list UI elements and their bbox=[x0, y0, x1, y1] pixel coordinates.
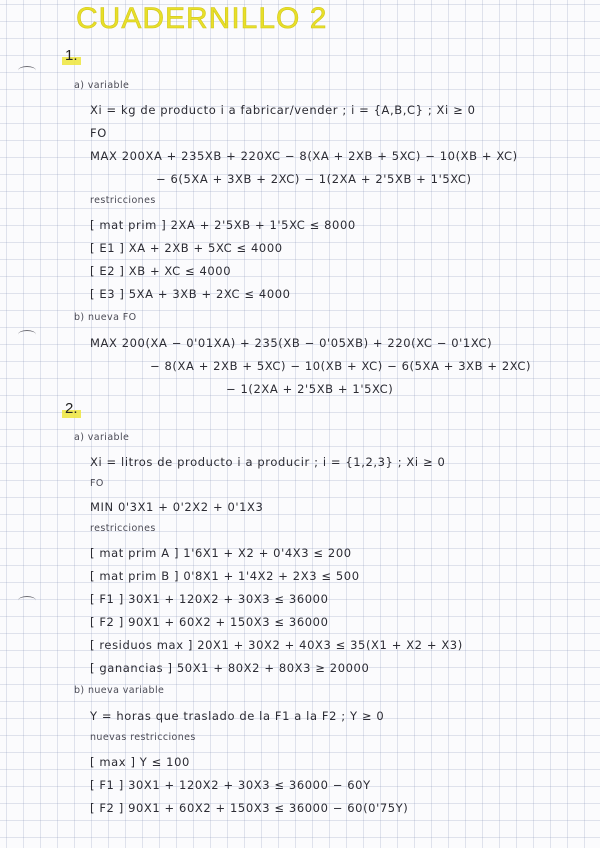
section-2-line-new-restrictions-label: nuevas restricciones bbox=[90, 732, 196, 743]
section-2-line-new-restriction-f2: [ F2 ] 90X1 + 60X2 + 150X3 ≤ 36000 − 60(0'75Y) bbox=[90, 801, 409, 815]
section-2-line-variable-def: Xi = litros de producto i a producir ; i = {1,2,3} ; Xi ≥ 0 bbox=[90, 455, 446, 469]
section-1-line-new-objective-2: − 8(XA + 2XB + 5XC) − 10(XB + XC) − 6(5XA + 3XB + 2XC) bbox=[150, 359, 532, 373]
section-2-line-restriction-residuos: [ residuos max ] 20X1 + 30X2 + 40X3 ≤ 35(X1 + X2 + X3) bbox=[90, 638, 463, 652]
punch-hole-mark bbox=[18, 330, 36, 339]
section-1-line-b-heading: b) nueva FO bbox=[74, 312, 137, 323]
section-number-1: 1. bbox=[62, 47, 81, 65]
section-2-line-restriction-mat-a: [ mat prim A ] 1'6X1 + X2 + 0'4X3 ≤ 200 bbox=[90, 546, 352, 560]
punch-hole-mark bbox=[18, 66, 36, 75]
section-2-line-restriction-f2: [ F2 ] 90X1 + 60X2 + 150X3 ≤ 36000 bbox=[90, 615, 329, 629]
section-1-line-objective-2: − 6(5XA + 3XB + 2XC) − 1(2XA + 2'5XB + 1'5XC) bbox=[156, 172, 472, 186]
section-1-line-new-objective-3: − 1(2XA + 2'5XB + 1'5XC) bbox=[226, 382, 394, 396]
punch-hole-mark bbox=[18, 596, 36, 605]
section-1-line-objective-1: MAX 200XA + 235XB + 220XC − 8(XA + 2XB + 5XC) − 10(XB + XC) bbox=[90, 149, 518, 163]
section-1-line-restriction-mat: [ mat prim ] 2XA + 2'5XB + 1'5XC ≤ 8000 bbox=[90, 218, 356, 232]
section-2-line-new-restriction-f1: [ F1 ] 30X1 + 120X2 + 30X3 ≤ 36000 − 60Y bbox=[90, 778, 371, 792]
section-1-line-a-heading: a) variable bbox=[74, 80, 130, 91]
section-1-line-variable-def: Xi = kg de producto i a fabricar/vender ; i = {A,B,C} ; Xi ≥ 0 bbox=[90, 103, 476, 117]
page-title: CUADERNILLO 2 bbox=[76, 2, 328, 35]
section-number-2: 2. bbox=[62, 400, 81, 418]
section-1-line-restriction-e1: [ E1 ] XA + 2XB + 5XC ≤ 4000 bbox=[90, 241, 283, 255]
section-1-line-restrictions-label: restricciones bbox=[90, 195, 156, 206]
section-2-line-restriction-max: [ max ] Y ≤ 100 bbox=[90, 755, 190, 769]
section-2-line-new-variable-def: Y = horas que traslado de la F1 a la F2 ; Y ≥ 0 bbox=[90, 709, 385, 723]
section-2-line-objective: MIN 0'3X1 + 0'2X2 + 0'1X3 bbox=[90, 500, 264, 514]
section-2-line-restriction-f1: [ F1 ] 30X1 + 120X2 + 30X3 ≤ 36000 bbox=[90, 592, 329, 606]
section-1-line-restriction-e2: [ E2 ] XB + XC ≤ 4000 bbox=[90, 264, 232, 278]
section-2-line-restriction-ganancias: [ ganancias ] 50X1 + 80X2 + 80X3 ≥ 20000 bbox=[90, 661, 370, 675]
section-1-line-fo-label: FO bbox=[90, 126, 107, 140]
section-2-line-restriction-mat-b: [ mat prim B ] 0'8X1 + 1'4X2 + 2X3 ≤ 500 bbox=[90, 569, 360, 583]
section-2-line-b-heading: b) nueva variable bbox=[74, 685, 165, 696]
section-2-line-restrictions-label: restricciones bbox=[90, 523, 156, 534]
section-2-line-a-heading: a) variable bbox=[74, 432, 130, 443]
section-1-line-new-objective-1: MAX 200(XA − 0'01XA) + 235(XB − 0'05XB) + 220(XC − 0'1XC) bbox=[90, 336, 493, 350]
section-2-line-fo-label: FO bbox=[90, 478, 104, 489]
section-1-line-restriction-e3: [ E3 ] 5XA + 3XB + 2XC ≤ 4000 bbox=[90, 287, 291, 301]
